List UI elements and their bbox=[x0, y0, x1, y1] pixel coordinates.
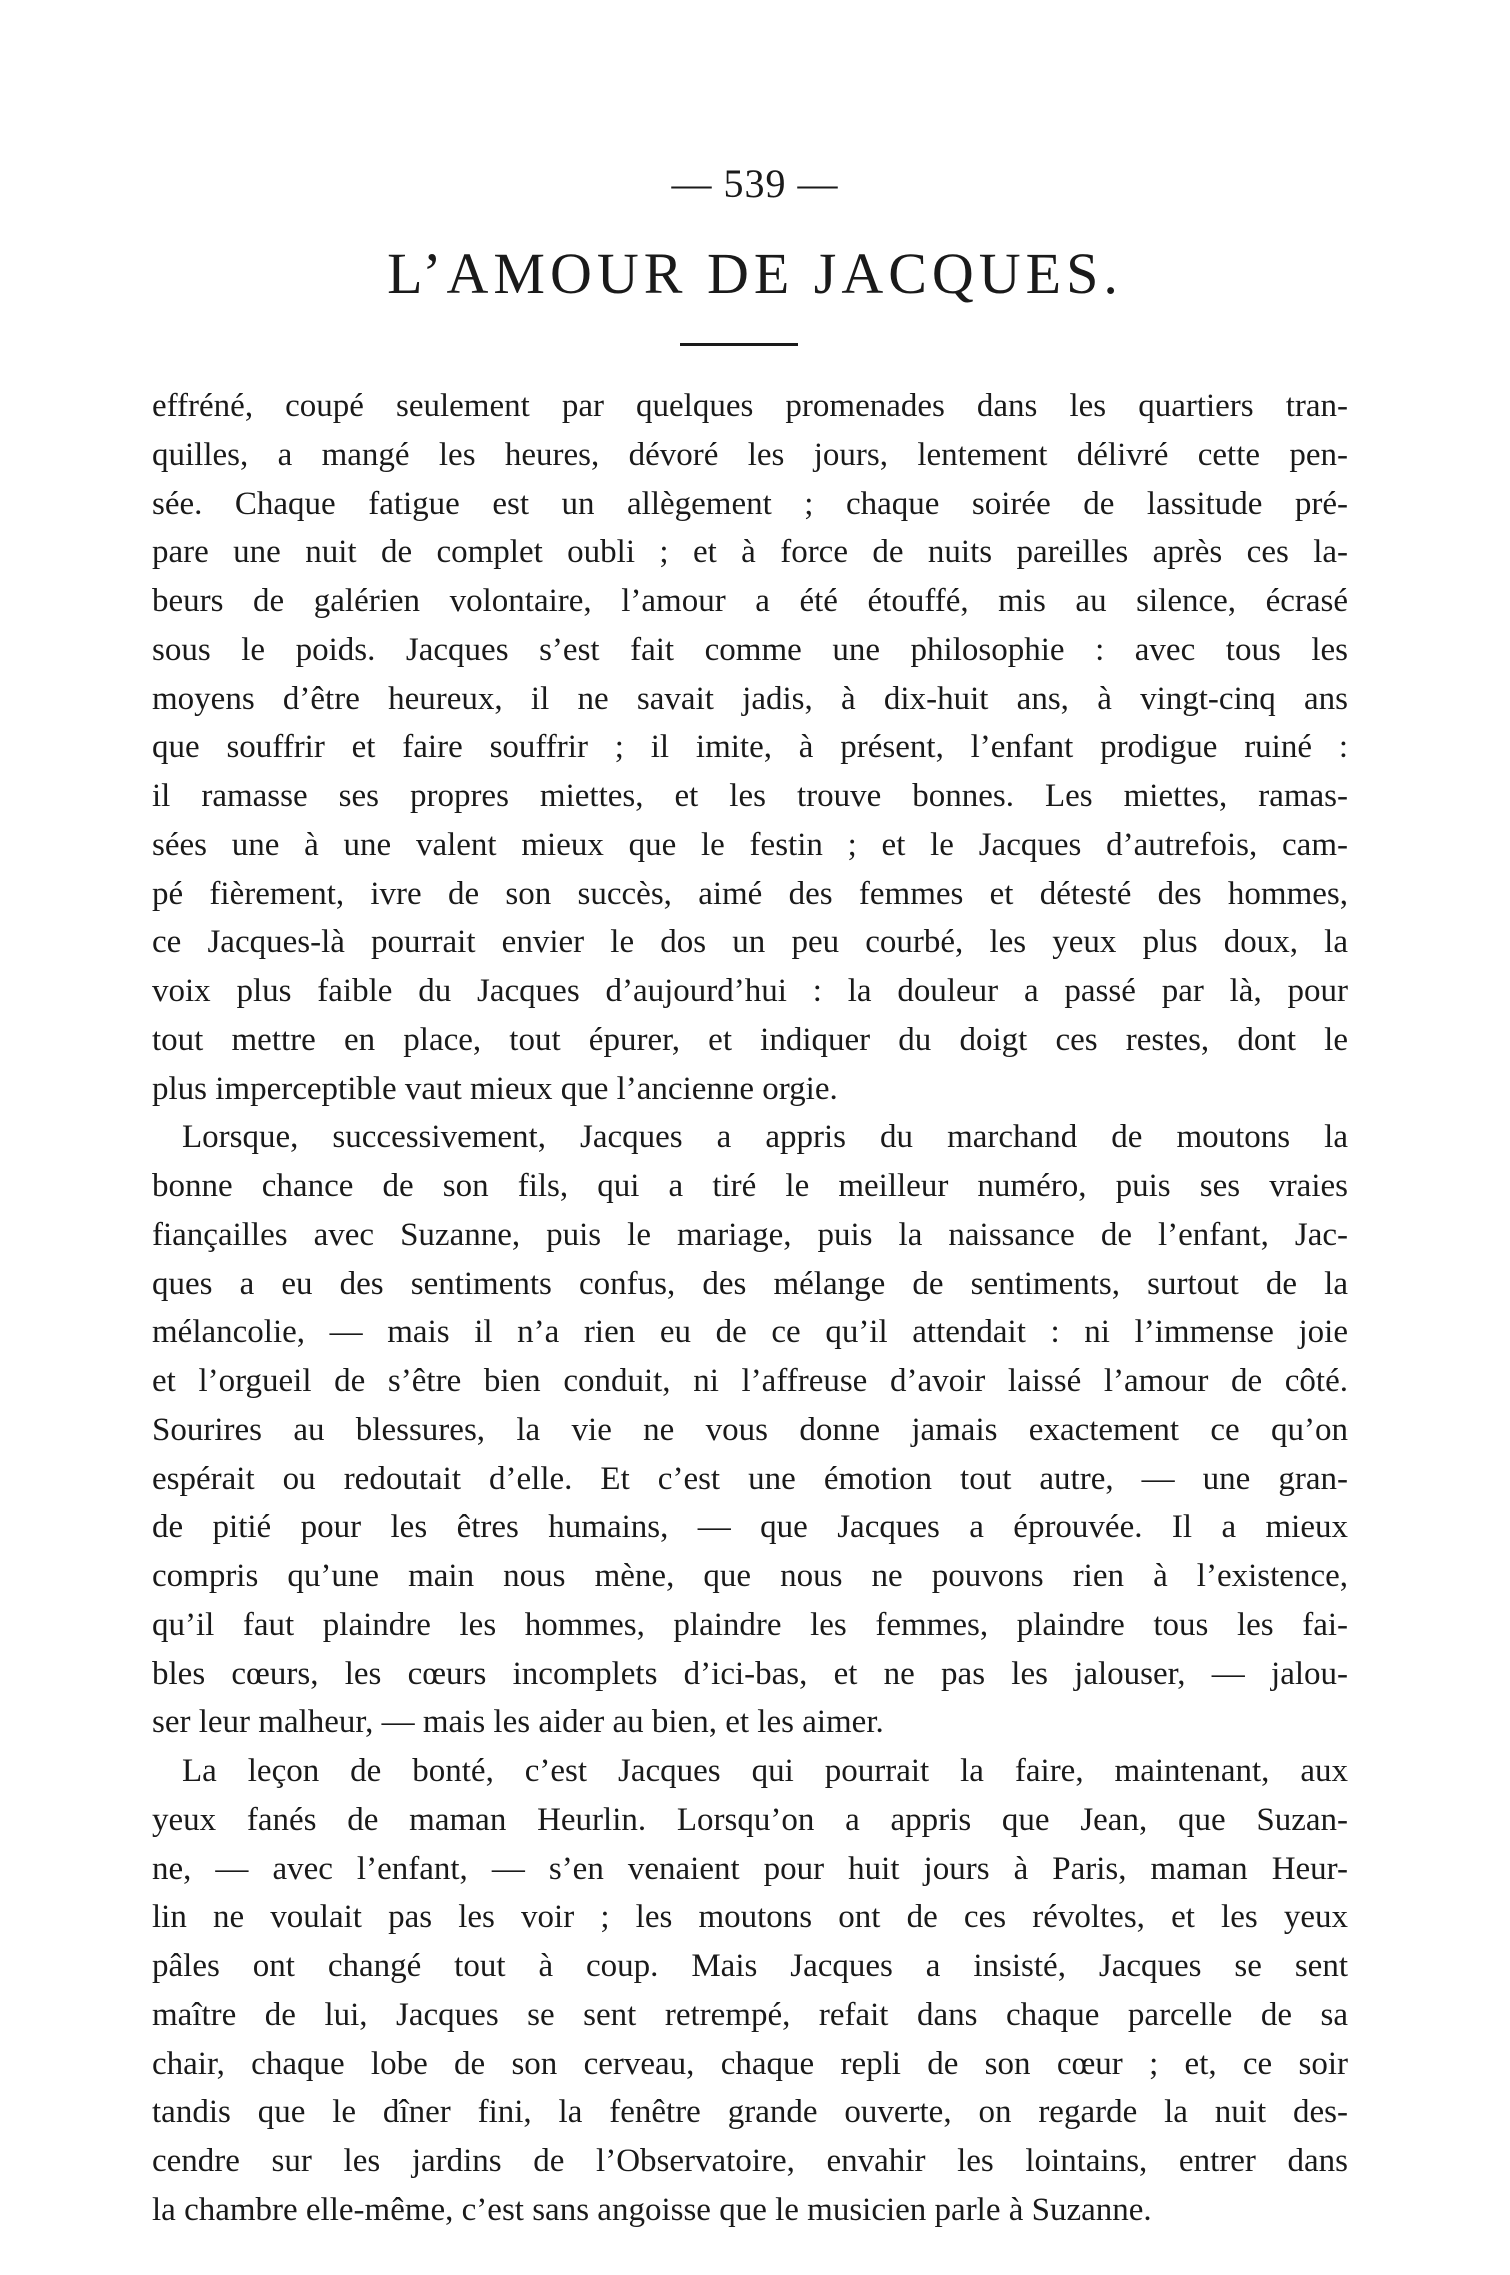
text-line: effréné, coupé seulement par quelques promenades dans les quartiers tran- bbox=[152, 388, 1348, 424]
text-line: tandis que le dîner fini, la fenêtre grande ouverte, on regarde la nuit des- bbox=[152, 2094, 1348, 2131]
text-line: cendre sur les jardins de l’Observatoire, envahir les lointains, entrer dans bbox=[152, 2143, 1348, 2179]
text-line: de pitié pour les êtres humains, — que Jacques a éprouvée. Il a mieux bbox=[152, 1509, 1348, 1546]
text-line: fiançailles avec Suzanne, puis le mariage, puis la naissance de l’enfant, Jac- bbox=[152, 1216, 1348, 1253]
text-line: et l’orgueil de s’être bien conduit, ni l’affreuse d’avoir laissé l’amour de côté. bbox=[152, 1363, 1348, 1399]
text-line: pé fièrement, ivre de son succès, aimé des femmes et détesté des hommes, bbox=[152, 875, 1348, 912]
text-line: sées une à une valent mieux que le festin ; et le Jacques d’autrefois, cam- bbox=[152, 826, 1348, 863]
text-line: espérait ou redoutait d’elle. Et c’est une émotion tout autre, — une gran- bbox=[152, 1460, 1348, 1497]
title-divider bbox=[680, 343, 798, 346]
text-line: voix plus faible du Jacques d’aujourd’hui : la douleur a passé par là, pour bbox=[152, 973, 1348, 1009]
text-line: La leçon de bonté, c’est Jacques qui pourrait la faire, maintenant, aux bbox=[182, 1753, 1348, 1789]
text-line: maître de lui, Jacques se sent retrempé, refait dans chaque parcelle de sa bbox=[152, 1996, 1348, 2033]
text-line: il ramasse ses propres miettes, et les trouve bonnes. Les miettes, ramas- bbox=[152, 778, 1348, 814]
page-number: — 539 — bbox=[671, 161, 839, 206]
text-line: Sourires au blessures, la vie ne vous donne jamais exactement ce qu’on bbox=[152, 1411, 1348, 1448]
text-line: pâles ont changé tout à coup. Mais Jacques a insisté, Jacques se sent bbox=[152, 1948, 1348, 1984]
text-line: ques a eu des sentiments confus, des mélange de sentiments, surtout de la bbox=[152, 1265, 1348, 1302]
text-line: tout mettre en place, tout épurer, et indiquer du doigt ces restes, dont le bbox=[152, 1021, 1348, 1058]
text-line: qu’il faut plaindre les hommes, plaindre les femmes, plaindre tous les fai- bbox=[152, 1606, 1348, 1643]
body-text bbox=[152, 382, 1348, 2235]
text-line: yeux fanés de maman Heurlin. Lorsqu’on a appris que Jean, que Suzan- bbox=[152, 1801, 1348, 1838]
text-line: pare une nuit de complet oubli ; et à force de nuits pareilles après ces la- bbox=[152, 534, 1348, 571]
text-line: compris qu’une main nous mène, que nous ne pouvons rien à l’existence, bbox=[152, 1558, 1348, 1594]
text-line: la chambre elle-même, c’est sans angoisse que le musicien parle à Suzanne. bbox=[152, 2191, 1152, 2228]
chapter-title: L’AMOUR DE JACQUES. bbox=[387, 241, 1123, 306]
text-line: sée. Chaque fatigue est un allègement ; chaque soirée de lassitude pré- bbox=[152, 485, 1348, 522]
text-line: sous le poids. Jacques s’est fait comme une philosophie : avec tous les bbox=[152, 631, 1348, 668]
text-line: quilles, a mangé les heures, dévoré les jours, lentement délivré cette pen- bbox=[152, 436, 1348, 473]
text-line: ne, — avec l’enfant, — s’en venaient pour huit jours à Paris, maman Heur- bbox=[152, 1850, 1348, 1887]
text-line: chair, chaque lobe de son cerveau, chaque repli de son cœur ; et, ce soir bbox=[152, 2045, 1348, 2082]
text-line: lin ne voulait pas les voir ; les moutons ont de ces révoltes, et les yeux bbox=[152, 1899, 1348, 1936]
text-line: bles cœurs, les cœurs incomplets d’ici-bas, et ne pas les jalouser, — jalou- bbox=[152, 1655, 1348, 1692]
text-line: moyens d’être heureux, il ne savait jadis, à dix-huit ans, à vingt-cinq ans bbox=[152, 680, 1348, 717]
text-line: Lorsque, successivement, Jacques a appris du marchand de moutons la bbox=[182, 1119, 1348, 1156]
text-line: plus imperceptible vaut mieux que l’ancienne orgie. bbox=[152, 1070, 838, 1107]
text-line: ce Jacques-là pourrait envier le dos un peu courbé, les yeux plus doux, la bbox=[152, 924, 1348, 961]
text-line: que souffrir et faire souffrir ; il imite, à présent, l’enfant prodigue ruiné : bbox=[152, 729, 1348, 766]
text-line: beurs de galérien volontaire, l’amour a été étouffé, mis au silence, écrasé bbox=[152, 583, 1348, 619]
text-line: mélancolie, — mais il n’a rien eu de ce qu’il attendait : ni l’immense joie bbox=[152, 1314, 1348, 1351]
text-line: ser leur malheur, — mais les aider au bien, et les aimer. bbox=[152, 1704, 884, 1741]
text-line: bonne chance de son fils, qui a tiré le meilleur numéro, puis ses vraies bbox=[152, 1168, 1348, 1204]
